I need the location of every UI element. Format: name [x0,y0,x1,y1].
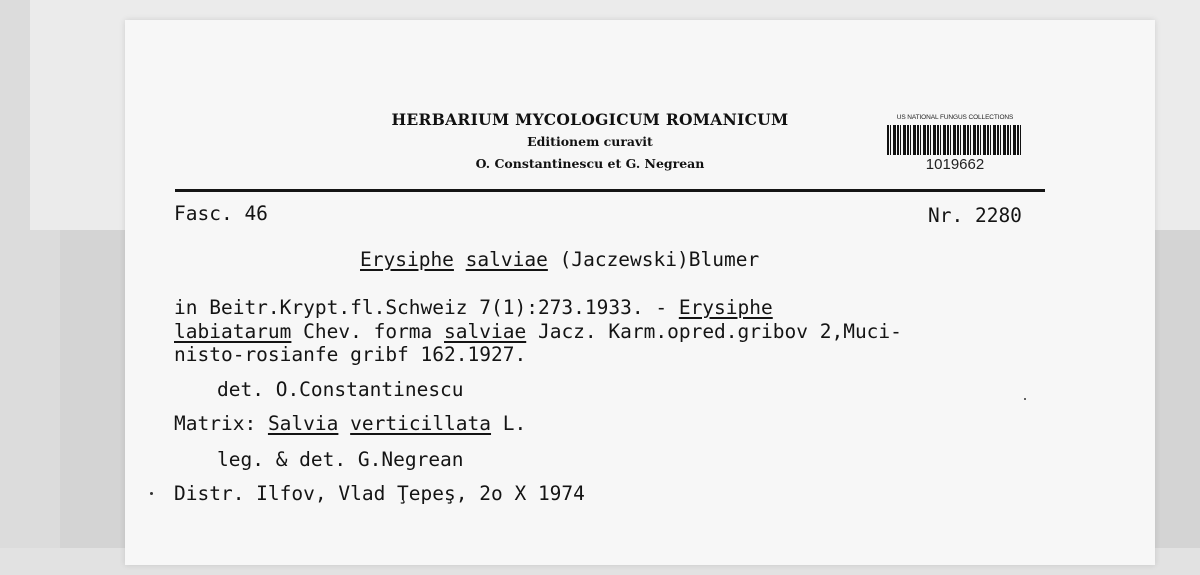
label-header [380,108,800,176]
exsiccata-number: Nr. 2280 [928,204,1022,227]
citation-reference: Jacz. Karm.opred.gribov 2,Muci- [526,320,902,343]
citation-line-1 [174,296,773,320]
header-divider [175,189,1045,192]
host-species: verticillata [350,412,492,435]
herbarium-title: HERBARIUM MYCOLOGICUM ROMANICUM [391,110,789,129]
barcode-collection: US NATIONAL FUNGUS COLLECTIONS [896,114,1014,121]
citation-forma: Chev. forma [291,320,445,343]
fascicle-number: Fasc. 46 [174,202,268,225]
locality-line: Distr. Ilfov, Vlad Ţepeş, 2o X 1974 [174,482,585,505]
taxon-species: salviae [465,248,548,271]
citation-line-3: nisto-rosianfe gribf 162.1927. [174,343,527,366]
herbarium-editors: O. Constantinescu et G. Negrean [475,156,705,171]
barcode-icon [887,125,1023,155]
dust-speck [150,492,153,495]
matrix-line [174,412,526,436]
synonym-genus: Erysiphe [678,296,773,319]
matrix-label: Matrix: [174,412,257,435]
taxon-genus: Erysiphe [360,248,454,271]
herbarium-subtitle: Editionem curavit [527,134,653,149]
host-genus: Salvia [267,412,339,435]
barcode-label [880,113,1030,178]
synonym-species: labiatarum [174,320,292,343]
barcode-number: 1019662 [925,156,985,173]
determiner-line: det. O.Constantinescu [217,378,464,401]
citation-line-2 [174,320,902,344]
taxon-name [360,248,759,272]
host-authority: L. [502,412,527,435]
synonym-forma: salviae [444,320,527,343]
dust-speck [1024,398,1026,400]
collector-line: leg. & det. G.Negrean [217,448,464,471]
taxon-authority: (Jaczewski)Blumer [559,248,760,271]
citation-text: in Beitr.Krypt.fl.Schweiz 7(1):273.1933. - [174,296,679,319]
